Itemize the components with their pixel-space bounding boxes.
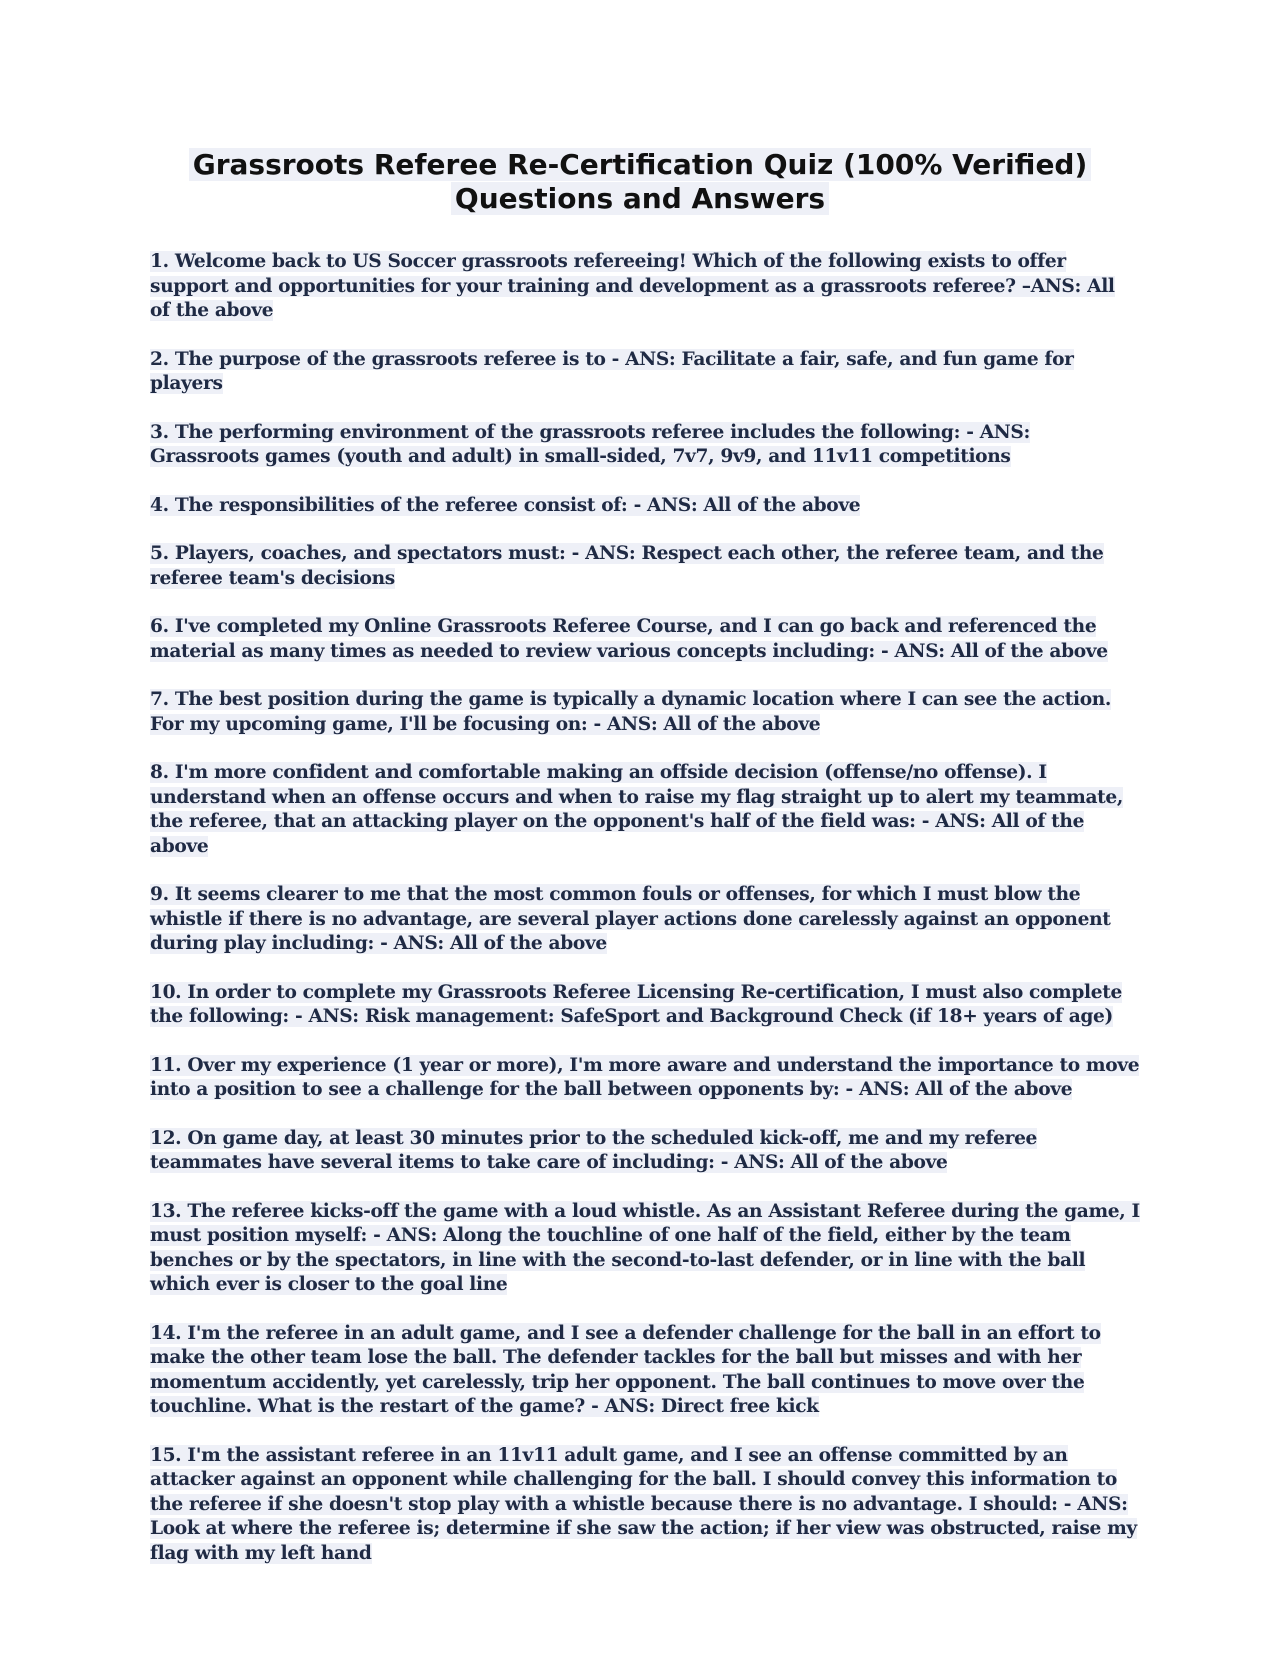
title-line-1: Grassroots Referee Re-Certification Quiz (100% Verified) xyxy=(189,148,1092,181)
question-item-7: 7. The best position during the game is typically a dynamic location where I can see the action. For my upcoming game, I'll be focusing on: - ANS: All of the above xyxy=(150,689,1112,735)
question-item-10: 10. In order to complete my Grassroots Referee Licensing Re-certification, I must also complete the following: - ANS: Risk management: SafeSport and Background Check (if 18+ years of age) xyxy=(150,981,1122,1027)
question-item-12: 12. On game day, at least 30 minutes prior to the scheduled kick-off, me and my referee teammates have several items to take care of including: - ANS: All of the above xyxy=(150,1127,1038,1173)
question-item-15: 15. I'm the assistant referee in an 11v11 adult game, and I see an offense committed by an attacker against an opponent while challenging for the ball. I should convey this information to the referee if she doesn't stop play with a whistle because there is no advantage. I should: - ANS: Look at where the referee is; determine if she saw the action; if her view was obstructed, raise my flag with my left hand xyxy=(150,1444,1137,1564)
title-line-2: Questions and Answers xyxy=(451,182,829,215)
question-item-13: 13. The referee kicks-off the game with a loud whistle. As an Assistant Referee during the game, I must position myself: - ANS: Along the touchline of one half of the field, either by the team benches or by the spectators, in line with the second-to-last defender, or in line with the ball which ever is closer to the goal line xyxy=(150,1200,1140,1295)
question-item-5: 5. Players, coaches, and spectators must: - ANS: Respect each other, the referee team, and the referee team's decisions xyxy=(150,543,1104,589)
question-item-11: 11. Over my experience (1 year or more), I'm more aware and understand the importance to move into a position to see a challenge for the ball between opponents by: - ANS: All of the above xyxy=(150,1054,1140,1100)
question-item-8: 8. I'm more confident and comfortable making an offside decision (offense/no offense). I understand when an offense occurs and when to raise my flag straight up to alert my teammate, the referee, that an attacking player on the opponent's half of the field was: - ANS: All of the above xyxy=(150,762,1123,857)
question-list xyxy=(150,250,1140,1590)
question-item-2: 2. The purpose of the grassroots referee is to - ANS: Facilitate a fair, safe, and fun game for players xyxy=(150,348,1074,394)
question-item-9: 9. It seems clearer to me that the most common fouls or offenses, for which I must blow the whistle if there is no advantage, are several player actions done carelessly against an opponent during play including: - ANS: All of the above xyxy=(150,884,1111,954)
document-title xyxy=(150,148,1130,216)
question-item-6: 6. I've completed my Online Grassroots Referee Course, and I can go back and referenced the material as many times as needed to review various concepts including: - ANS: All of the above xyxy=(150,616,1108,662)
question-item-4: 4. The responsibilities of the referee consist of: - ANS: All of the above xyxy=(150,494,861,516)
question-item-14: 14. I'm the referee in an adult game, and I see a defender challenge for the ball in an effort to make the other team lose the ball. The defender tackles for the ball but misses and with her momentum accidently, yet carelessly, trip her opponent. The ball continues to move over the touchline. What is the restart of the game? - ANS: Direct free kick xyxy=(150,1322,1101,1417)
question-item-3: 3. The performing environment of the grassroots referee includes the following: - ANS: Grassroots games (youth and adult) in small-sided, 7v7, 9v9, and 11v11 competitions xyxy=(150,421,1031,467)
question-item-1: 1. Welcome back to US Soccer grassroots refereeing! Which of the following exists to offer support and opportunities for your training and development as a grassroots referee? –ANS: All of the above xyxy=(150,251,1115,321)
